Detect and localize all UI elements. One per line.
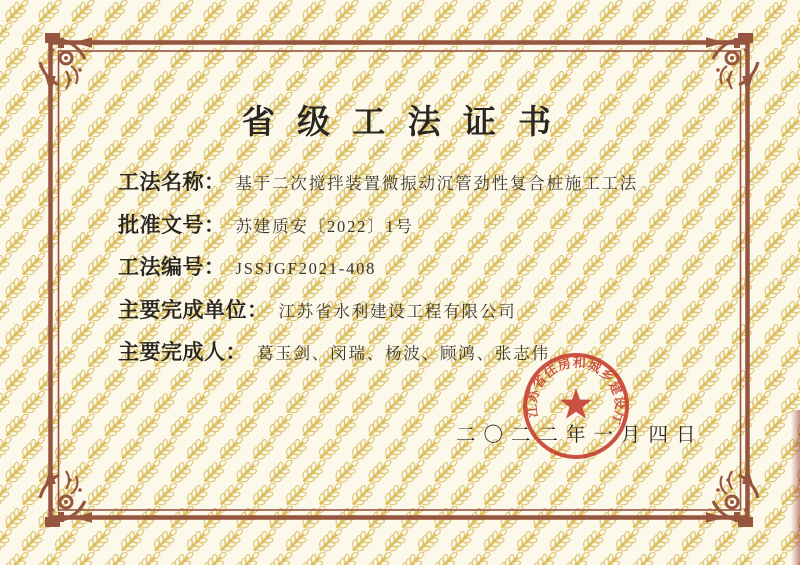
field-row-main-unit bbox=[118, 294, 718, 337]
field-label: 主要完成单位： bbox=[118, 297, 269, 322]
certificate-title: 省 级 工 法 证 书 bbox=[241, 105, 559, 141]
seal-arc-text: 江苏省住房和城乡建设厅 bbox=[524, 354, 628, 428]
field-label: 工法名称： bbox=[118, 170, 226, 194]
field-row-method-code bbox=[118, 251, 718, 294]
seal-star-icon bbox=[560, 388, 592, 419]
field-label: 工法编号： bbox=[118, 255, 226, 279]
field-label: 主要完成人： bbox=[118, 340, 247, 364]
field-value: 基于二次搅拌装置微振动沉管劲性复合桩施工工法 bbox=[235, 174, 639, 193]
field-value: 江苏省水利建设工程有限公司 bbox=[278, 301, 517, 321]
field-row-method-name bbox=[118, 166, 718, 209]
scan-edge-artifact bbox=[791, 410, 800, 565]
official-seal bbox=[517, 347, 635, 465]
field-value: 葛玉剑、闵瑞、杨波、顾鸿、张志伟 bbox=[257, 344, 550, 363]
issue-date: 二〇二二年一月四日 bbox=[456, 425, 704, 446]
field-value: JSSJGF2021-408 bbox=[235, 259, 377, 278]
field-value: 苏建质安〔2022〕1号 bbox=[235, 216, 414, 236]
field-label: 批准文号： bbox=[118, 212, 226, 237]
field-row-approval-number bbox=[118, 209, 718, 252]
